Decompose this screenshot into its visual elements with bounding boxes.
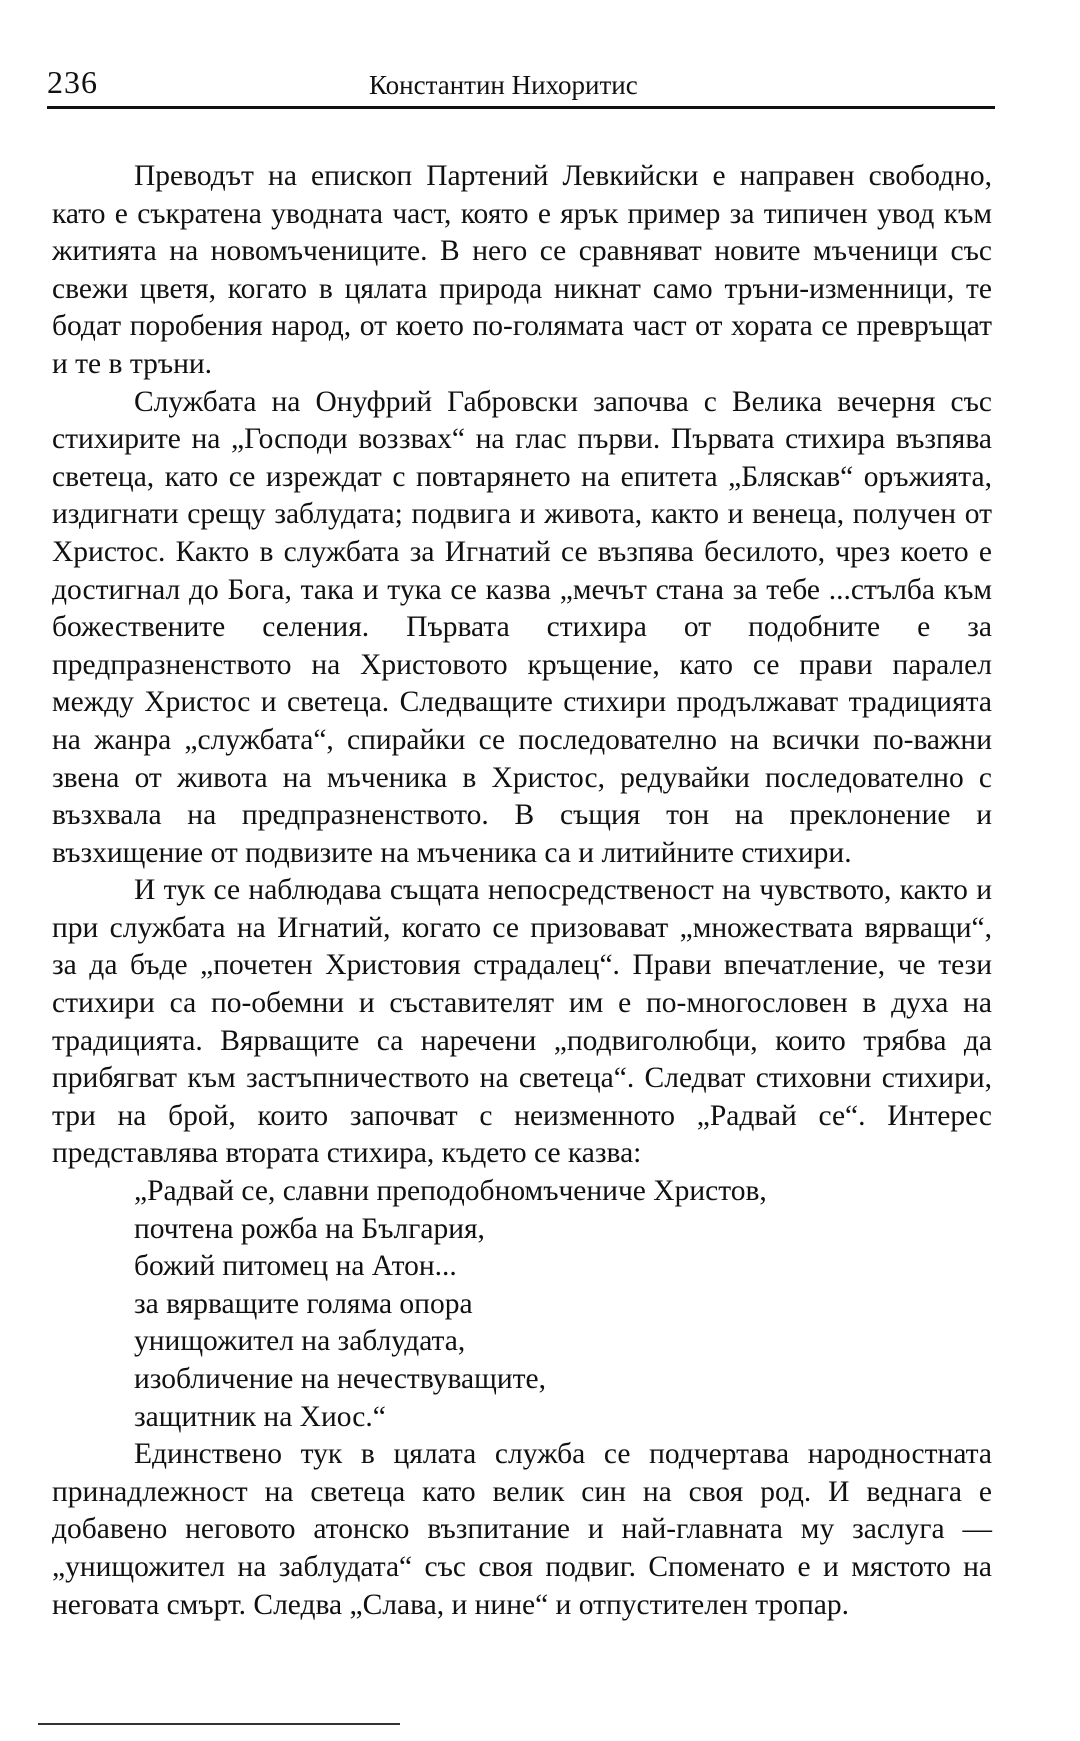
paragraph-4: Единствено тук в цялата служба се подчертава народностната принадлежност на светеца като велик син на своя род. И веднага е добавено неговото атонско възпитание и най-главната му заслуга — „унищожител на заблудата“ със своя подвиг. Споменато е и мястото на неговата смърт. Следва „Слава, и нине“ и отпустителен тропар. — [52, 1438, 992, 1621]
paragraph-1: Преводът на епископ Партений Левкийски е направен свободно, като е съкратена уводната част, която е ярък пример за типичен увод към житията на новомъчениците. В него се сравняват новите мъченици със свежи цветя, когато в цялата природа никнат само тръни-изменници, те бодат поробения народ, от което по-голямата част от хората се превръщат и те в тръни. — [52, 160, 992, 380]
paragraph-3: И тук се наблюдава същата непосредственост на чувството, както и при службата на Игнатий, когато се призовават „множествата вярващи“, за да бъде „почетен Христовия страдалец“. Прави впечатление, че тези стихири са по-обемни и съставителят им е по-многословен в духа на традицията. Вярващите са наречени „подвиголюбци, които трябва да прибягват към застъпничеството на светеца“. Следват стиховни стихири, три на брой, които започват с неизменното „Радвай се“. Интерес представлява втората стихира, където се казва: — [52, 874, 992, 1170]
verse-quote — [52, 1173, 992, 1436]
page-number: 236 — [47, 64, 98, 100]
body-text — [52, 158, 992, 1624]
running-head — [47, 62, 995, 102]
paragraph-2: Службата на Онуфрий Габровски започва с Велика вечерня със стихирите на „Господи воззвах“ на глас първи. Първата стихира възпява светеца, като се изреждат с повтарянето на епитета „Бляскав“ оръжията, издигнати срещу заблудата; подвига и живота, както и венеца, получен от Христос. Както в службата за Игнатий се възпява бесилото, чрез което е достигнал до Бога, така и тука се казва „мечът стана за тебе ...стълба към божествените селения. Първата стихира от подобните е за предпразненството на Христовото кръщение, като се прави паралел между Христос и светеца. Следващите стихири продължават традицията на жанра „службата“, спирайки се последователно на всички по-важни звена от живота на мъченика в Христос, редувайки последователно с възхвала на предпразненството. В същия тон на преклонение и възхищение от подвизите на мъченика са и литийните стихири. — [52, 385, 992, 869]
verse-line: „Радвай се, славни преподобномъчениче Христов, — [134, 1175, 767, 1208]
verse-line: унищожител на заблудата, — [134, 1325, 466, 1358]
verse-line: изобличение на нечествуващите, — [134, 1363, 546, 1395]
header-rule — [47, 106, 995, 109]
verse-line: почтена рожба на България, — [134, 1212, 485, 1245]
footnote-rule — [38, 1723, 400, 1725]
verse-line: защитник на Хиос.“ — [134, 1400, 386, 1433]
running-title: Константин Нихоритис — [369, 70, 638, 100]
verse-line: за вярващите голяма опора — [134, 1287, 473, 1320]
verse-line: божий питомец на Атон... — [134, 1250, 457, 1283]
